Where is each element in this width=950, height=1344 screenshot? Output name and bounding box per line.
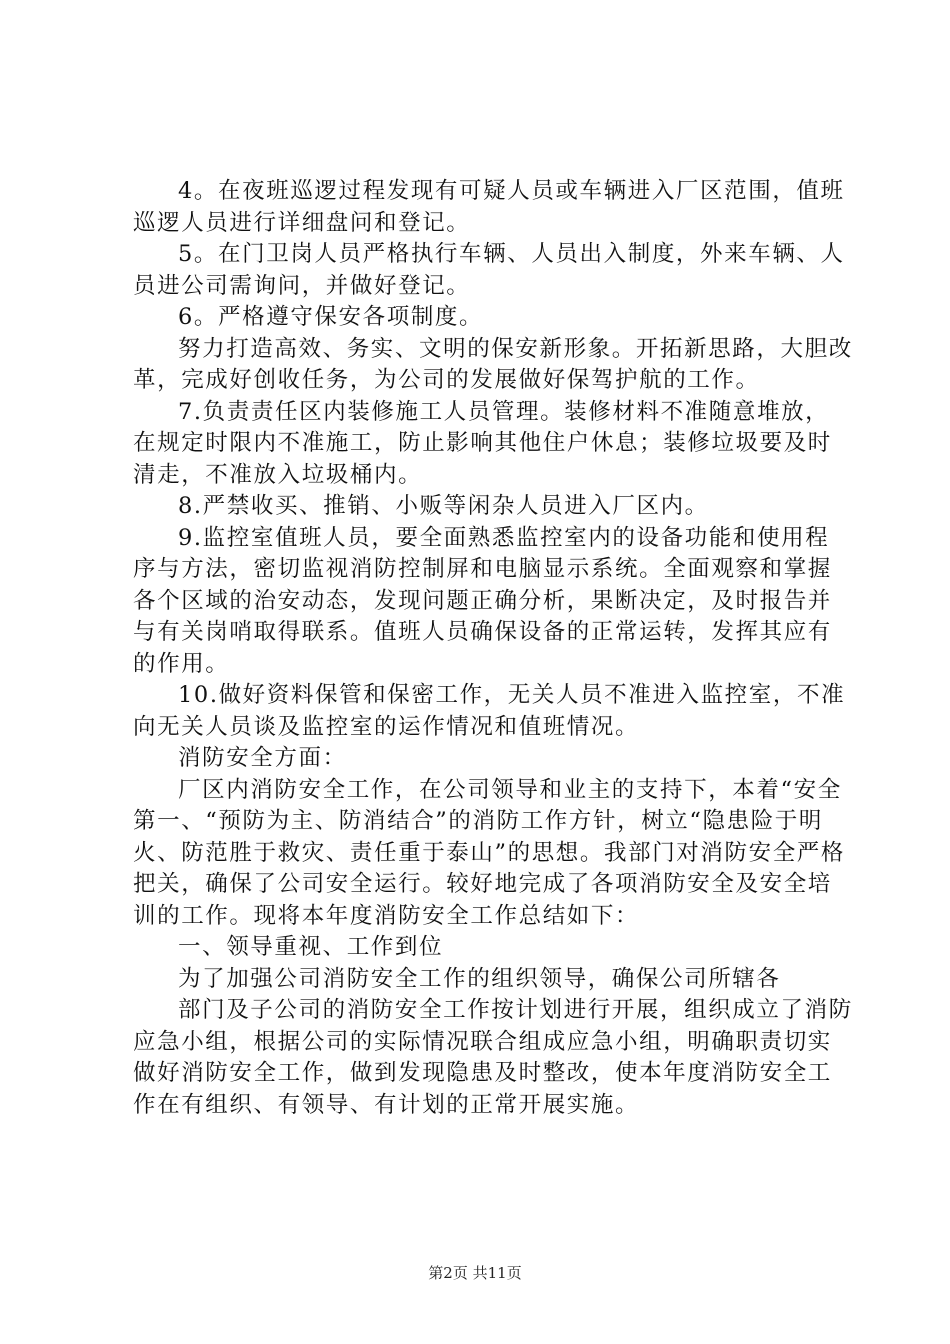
paragraph-image-goal: 努力打造高效、务实、文明的保安新形象。开拓新思路，大胆改革，完成好创收任务，为公司的发展做好保驾护航的工作。 (133, 335, 853, 393)
paragraph-item-5: 5。在门卫岗人员严格执行车辆、人员出入制度，外来车辆、人员进公司需询问，并做好登记。 (133, 241, 845, 299)
paragraph-item-8: 8.严禁收买、推销、小贩等闲杂人员进入厂区内。 (178, 493, 709, 519)
paragraph-item-4: 4。在夜班巡逻过程发现有可疑人员或车辆进入厂区范围，值班巡逻人员进行详细盘问和登记。 (133, 178, 845, 236)
page-number-footer: 第2页 共11页 (428, 1264, 522, 1282)
paragraph-fire-safety-intro: 厂区内消防安全工作，在公司领导和业主的支持下，本着“安全第一、“预防为主、防消结合”的消防工作方针，树立“隐患险于明火、防范胜于救灾、责任重于泰山”的思想。我部门对消防安全严格把关，确保了公司安全运行。较好地完成了各项消防安全及安全培训的工作。现将本年度消防安全工作总结如下： (133, 776, 846, 929)
paragraph-item-10: 10.做好资料保管和保密工作，无关人员不准进入监控室，不准向无关人员谈及监控室的运作情况和值班情况。 (133, 682, 846, 740)
paragraph-item-7: 7.负责责任区内装修施工人员管理。装修材料不准随意堆放，在规定时限内不准施工，防止影响其他住户休息；装修垃圾要及时清走，不准放入垃圾桶内。 (133, 398, 832, 488)
paragraph-leadership-line-1: 为了加强公司消防安全工作的组织领导，确保公司所辖各 (178, 965, 781, 992)
paragraph-leadership-continued: 部门及子公司的消防安全工作按计划进行开展，组织成立了消防应急小组，根据公司的实际情况联合组成应急小组，明确职责切实做好消防安全工作，做到发现隐患及时整改，使本年度消防安全工作在有组织、有领导、有计划的正常开展实施。 (133, 997, 853, 1118)
paragraph-item-9: 9.监控室值班人员，要全面熟悉监控室内的设备功能和使用程序与方法，密切监视消防控制屏和电脑显示系统。全面观察和掌握各个区域的治安动态，发现问题正确分析，果断决定，及时报告并与有关岗哨取得联系。值班人员确保设备的正常运转，发挥其应有的作用。 (133, 524, 832, 677)
subheading-leadership: 一、领导重视、工作到位 (178, 934, 444, 960)
section-heading-fire-safety: 消防安全方面： (178, 745, 347, 771)
paragraph-item-6: 6。严格遵守保安各项制度。 (178, 304, 484, 330)
document-body (133, 176, 853, 1121)
